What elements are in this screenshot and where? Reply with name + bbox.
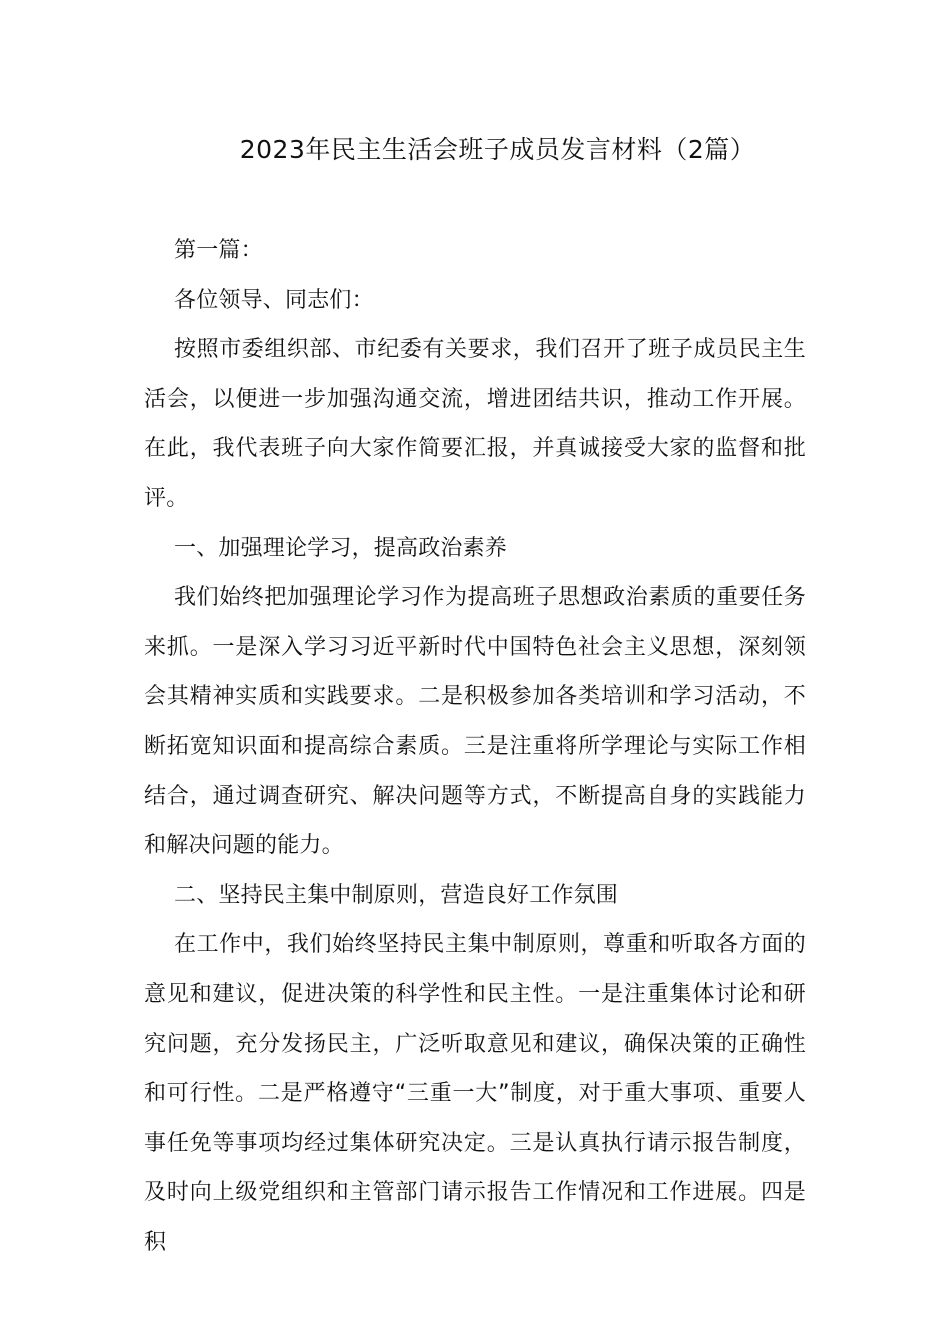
intro-paragraph: 按照市委组织部、市纪委有关要求，我们召开了班子成员民主生活会，以便进一步加强沟通交流，增进团结共识，推动工作开展。在此，我代表班子向大家作简要汇报，并真诚接受大家的监督和批评。 — [144, 337, 806, 511]
section-paragraph-1: 我们始终把加强理论学习作为提高班子思想政治素质的重要任务来抓。一是深入学习习近平新时代中国特色社会主义思想，深刻领会其精神实质和实践要求。二是积极参加各类培训和学习活动，不断拓宽知识面和提高综合素质。三是注重将所学理论与实际工作相结合，通过调查研究、解决问题等方式，不断提高自身的实践能力和解决问题的能力。 — [144, 585, 806, 859]
section-paragraph-2: 在工作中，我们始终坚持民主集中制原则，尊重和听取各方面的意见和建议，促进决策的科学性和民主性。一是注重集体讨论和研究问题，充分发扬民主，广泛听取意见和建议，确保决策的正确性和可行性。二是严格遵守“三重一大”制度，对于重大事项、重要人事任免等事项均经过集体研究决定。三是认真执行请示报告制度，及时向上级党组织和主管部门请示报告工作情况和工作进展。四是积 — [144, 932, 806, 1255]
document-body — [144, 226, 806, 1267]
document-title: 2023年民主生活会班子成员发言材料（2篇） — [239, 135, 756, 164]
section-heading-1: 一、加强理论学习，提高政治素养 — [174, 535, 508, 561]
part-label: 第一篇： — [174, 238, 263, 263]
greeting: 各位领导、同志们： — [174, 287, 374, 313]
section-heading-2: 二、坚持民主集中制原则，营造良好工作氛围 — [174, 882, 619, 908]
